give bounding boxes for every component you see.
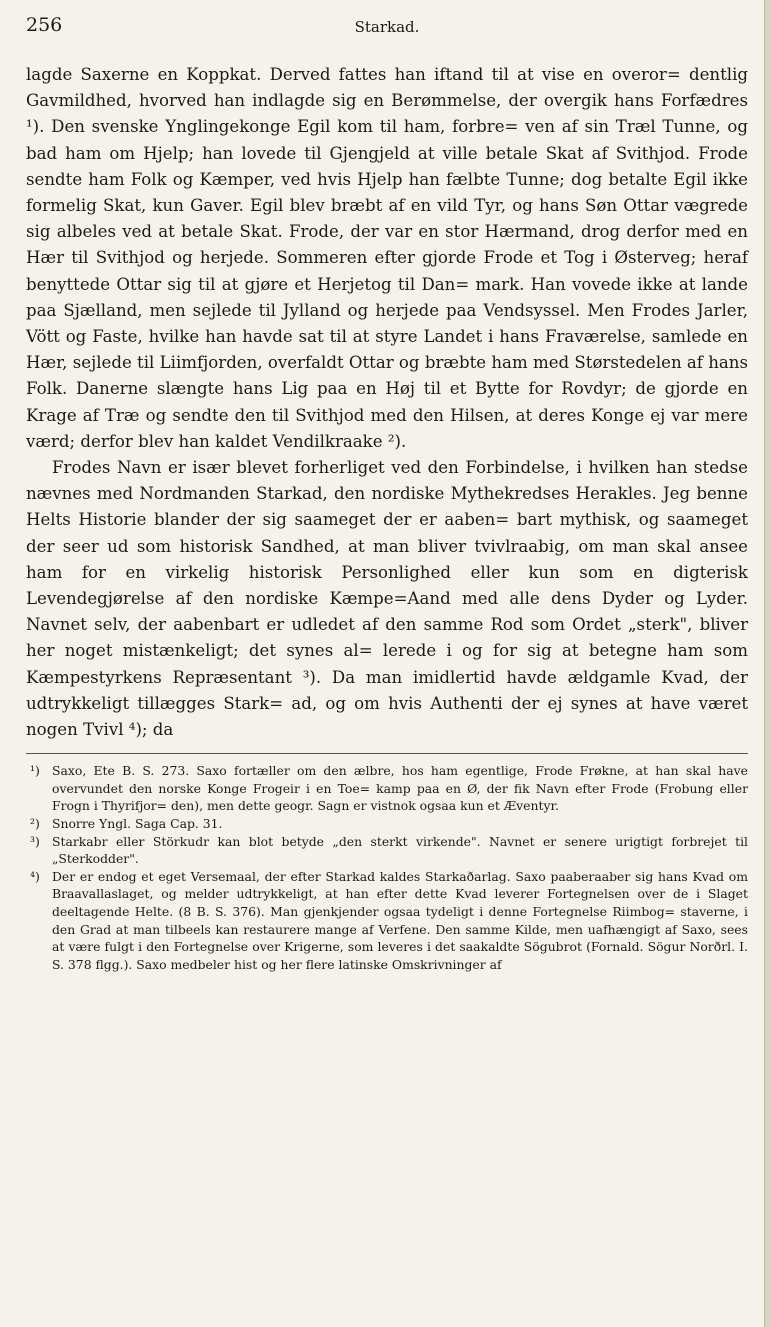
footnote-mark: ¹) — [30, 763, 40, 779]
page-number: 256 — [26, 14, 63, 36]
footnote-mark: ²) — [30, 816, 40, 832]
footnote-divider — [26, 753, 748, 754]
footnote — [26, 762, 748, 815]
footnotes — [26, 762, 748, 973]
footnote-mark: ⁴) — [30, 868, 40, 884]
footnote-text: Der er endog et eget Versemaal, der efter Starkad kaldes Starkaðarlag. Saxo paaberaaber sig hans Kvad om Braavallaslaget, og melder udtrykkeligt, at han efter dette Kvad leverer Fortegnelsen over de i Slaget deeltagende Helte. (8 B. S. 376). Man gjenkjender ogsaa tydeligt i denne Fortegnelse Riimbog= staverne, i den Grad at man tilbeels kan restaurere mange af Verfene. Den samme Kilde, men uafhængigt af Saxo, sees at være fulgt i den Fortegnelse over Krigerne, som leveres i det saakaldte Sögubrot (Fornald. Sögur Norðrl. I. S. 378 flgg.). Saxo medbeler hist og her flere latinske Omskrivninger af — [52, 868, 748, 972]
footnote-mark: ³) — [30, 833, 40, 849]
page-edge — [764, 0, 771, 1327]
footnote-text: Saxo, Ete B. S. 273. Saxo fortæller om den ælbre, hos ham egentlige, Frode Frøkne, at han skal have overvundet den norske Konge Frogeir i en Toe= kamp paa en Ø, der fik Navn efter Frode (Frobung eller Frogn i Thyrifjor= den), men dette geogr. Sagn er vistnok ogsaa kun et Æventyr. — [52, 763, 748, 814]
main-text — [26, 62, 748, 743]
footnote — [26, 833, 748, 868]
footnote-text: Snorre Yngl. Saga Cap. 31. — [52, 816, 223, 832]
running-title: Starkad. — [354, 18, 420, 36]
book-page — [26, 14, 748, 1314]
footnote — [26, 868, 748, 974]
paragraph: lagde Saxerne en Koppkat. Derved fattes han iftand til at vise en overor= dentlig Gavmildhed, hvorved han indlagde sig en Berømmelse, der overgik hans Forfædres ¹). Den svenske Ynglingekonge Egil kom til ham, forbre= ven af sin Træl Tunne, og bad ham om Hjelp; han lovede til Gjengjeld at ville betale Skat af Svithjod. Frode sendte ham Folk og Kæmper, ved hvis Hjelp han fælbte Tunne; dog betalte Egil ikke formelig Skat, kun Gaver. Egil blev bræbt af en vild Tyr, og hans Søn Ottar vægrede sig albeles ved at betale Skat. Frode, der var en stor Hærmand, drog derfor med en Hær til Svithjod og herjede. Sommeren efter gjorde Frode et Tog i Østerveg; heraf benyttede Ottar sig til at gjøre et Herjetog til Dan= mark. Han vovede ikke at lande paa Sjælland, men sejlede til Jylland og herjede paa Vendsyssel. Men Frodes Jarler, Vött og Faste, hvilke han havde sat til at styre Landet i hans Fraværelse, samlede en Hær, sejlede til Liimfjorden, overfaldt Ottar og bræbte ham med Størstedelen af hans Folk. Danerne slængte hans Lig paa en Høj til et Bytte for Rovdyr; de gjorde en Krage af Træ og sendte den til Svithjod med den Hilsen, at deres Konge ej var mere værd; derfor blev han kaldet Vendilkraake ²). — [26, 65, 748, 451]
page-header — [26, 14, 748, 48]
footnote — [26, 815, 748, 833]
paragraph: Frodes Navn er især blevet forherliget ved den Forbindelse, i hvilken han stedse nævnes med Nordmanden Starkad, den nordiske Mythekredses Herakles. Jeg benne Helts Historie blander der sig saameget der er aaben= bart mythisk, og saameget der seer ud som historisk Sandhed, at man bliver tvivlraabig, om man skal ansee ham for en virkelig historisk Personlighed eller kun som en digterisk Levendegjørelse af den nordiske Kæmpe=Aand med alle dens Dyder og Lyder. Navnet selv, der aabenbart er udledet af den samme Rod som Ordet „sterk", bliver her noget mistænkeligt; det synes al= lerede i og for sig at betegne ham som Kæmpestyrkens Repræsentant ³). Da man imidlertid havde ældgamle Kvad, der udtrykkeligt tillægges Stark= ad, og om hvis Authenti der ej synes at have været nogen Tvivl ⁴); da — [26, 458, 748, 740]
footnote-text: Starkabr eller Störkudr kan blot betyde „den sterkt virkende". Navnet er senere urigtigt forbrejet til „Sterkodder". — [52, 833, 748, 867]
